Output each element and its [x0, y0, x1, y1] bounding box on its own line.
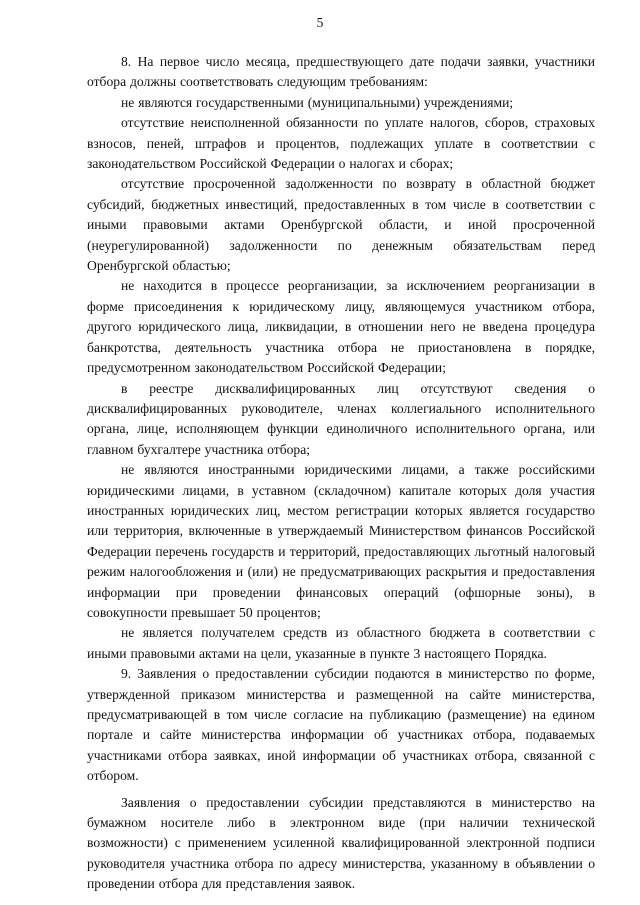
requirement-no-reorganization: не находится в процессе реорганизации, за исключением реорганизации в форме присоединения к юридическому лицу, являющемуся участником отбора, другого юридического лица, ликвидации, в отношении него не введена процедура банкротства, деятельность участника отбора не приостановлена в порядке, предусмотренном законодательством Российской Федерации; [87, 278, 595, 376]
requirement-not-state-institution: не являются государственными (муниципальными) учреждениями; [121, 94, 514, 110]
requirement-not-budget-recipient: не является получателем средств из областного бюджета в соответствии с иными правовыми актами на цели, указанные в пункте 3 настоящего Порядка. [87, 625, 595, 661]
paragraph-application-submission: Заявления о предоставлении субсидии представляются в министерство на бумажном носителе либо в электронном виде (при наличии технической возможности) с применением усиленной квалифицированной электронной подписи руководителя участника отбора по адресу министерства, указанному в объявлении о проведении отбора для представления заявок. [87, 794, 595, 892]
page-number: 5 [316, 15, 324, 30]
requirement-no-tax-debt: отсутствие неисполненной обязанности по уплате налогов, сборов, страховых взносов, пеней, штрафов и процентов, подлежащих уплате в соответствии с законодательством Российской Федерации о налогах и сборах; [87, 115, 595, 172]
paragraph-9-applications: 9. Заявления о предоставлении субсидии подаются в министерство по форме, утвержденной приказом министерства и размещенной на сайте министерства, предусматривающей в том числе согласие на публикацию (размещение) на едином портале и сайте министерства информации об участниках отбора, подаваемых участниками отбора заявках, иной информации об участниках отбора, связанной с отбором. [87, 666, 595, 784]
requirement-no-overdue-budget-debt: отсутствие просроченной задолженности по возврату в областной бюджет субсидий, бюджетных инвестиций, предоставленных в том числе в соответствии с иными правовыми актами Оренбургской области, и иной просроченной (неурегулированной) задолженности по денежным обязательствам перед Оренбургской областью; [87, 176, 595, 274]
requirement-not-foreign-entity: не являются иностранными юридическими лицами, а также российскими юридическими лицами, в уставном (складочном) капитале которых доля участия иностранных юридических лиц, местом регистрации которых является государство или территория, включенные в утверждаемый Министерством финансов Российской Федерации перечень государств и территорий, предоставляющих льготный налоговый режим налогообложения и (или) не предусматривающих раскрытия и предоставления информации при проведении финансовых операций (офшорные зоны), в совокупности превышает 50 процентов; [87, 462, 595, 620]
paragraph-8-intro: 8. На первое число месяца, предшествующего дате подачи заявки, участники отбора должны соответствовать следующим требованиям: [87, 54, 595, 90]
document-body [87, 52, 595, 895]
requirement-no-disqualified-persons: в реестре дисквалифицированных лиц отсутствуют сведения о дисквалифицированных руководителе, членах коллегиального исполнительного органа, лице, исполняющем функции единоличного исполнительного органа, или главном бухгалтере участника отбора; [87, 380, 595, 457]
